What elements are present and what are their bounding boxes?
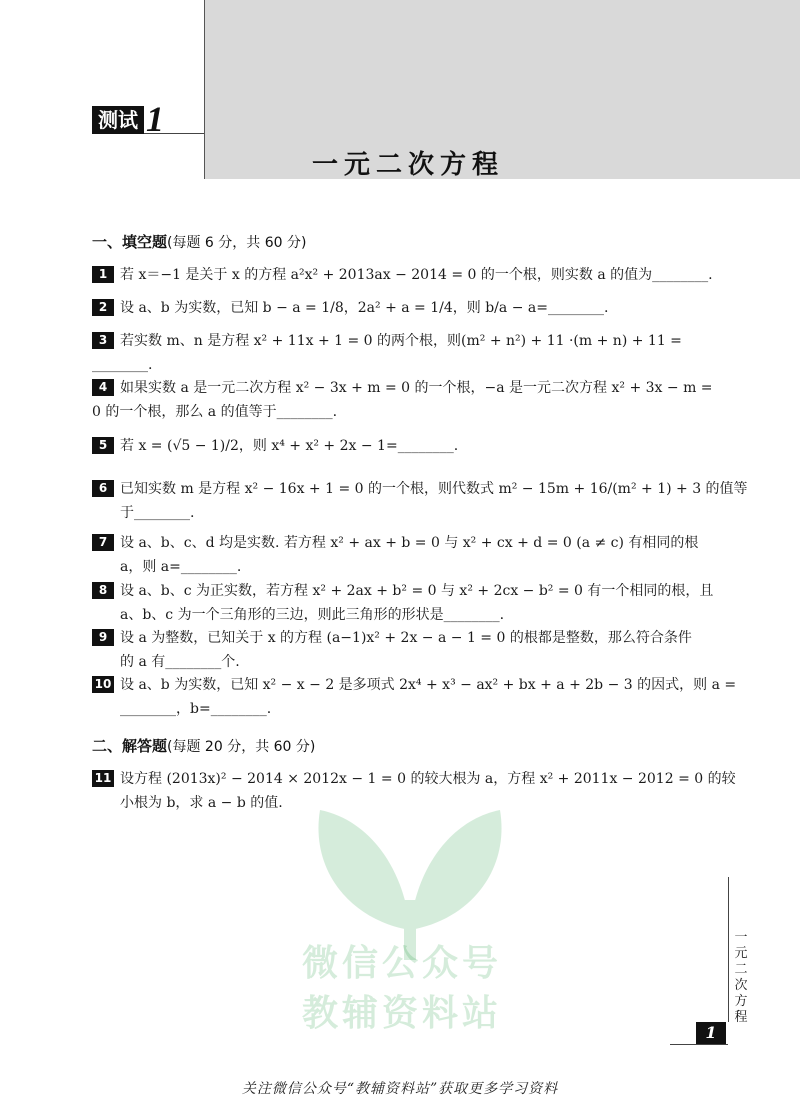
question-text-cont: 0 的一个根，那么 a 的值等于________. xyxy=(92,404,338,420)
question-number: 1 xyxy=(92,266,114,283)
question-text: 如果实数 a 是一元二次方程 x² − 3x + m = 0 的一个根，−a 是一元二次方程 x² + 3x − m = xyxy=(120,380,713,396)
question-text: 设 a、b、c 为正实数，若方程 x² + 2ax + b² = 0 与 x² + 2cx − b² = 0 有一个相同的根，且 xyxy=(120,583,714,599)
test-word: 测试 xyxy=(92,106,144,134)
question-text-cont: 于________. xyxy=(120,505,195,521)
question-number: 7 xyxy=(92,534,114,551)
chapter-title: 一元二次方程 xyxy=(312,150,505,180)
question-text-cont: ________，b=________. xyxy=(120,701,272,717)
section-answer-title xyxy=(92,735,315,756)
question-text: 设 a、b 为实数，已知 x² − x − 2 是多项式 2x⁴ + x³ − ax² + bx + a + 2b − 3 的因式，则 a = xyxy=(120,677,737,693)
question-text-cont: ________. xyxy=(92,357,153,373)
question-text: 已知实数 m 是方程 x² − 16x + 1 = 0 的一个根，则代数式 m² − 15m + 16/(m² + 1) + 3 的值等 xyxy=(120,481,748,497)
question-number: 5 xyxy=(92,437,114,454)
watermark-line1: 微信公众号 xyxy=(302,943,503,984)
question-7 xyxy=(92,531,710,579)
section2-title: 二、解答题 xyxy=(92,737,168,755)
section2-note: (每题 20 分，共 60 分) xyxy=(167,739,316,755)
test-label xyxy=(92,99,164,139)
question-number: 4 xyxy=(92,379,114,396)
question-text-cont: a，则 a=________. xyxy=(120,559,242,575)
test-number: 1 xyxy=(146,99,164,139)
question-text: 设 a 为整数，已知关于 x 的方程 (a−1)x² + 2x − a − 1 = 0 的根都是整数，那么符合条件 xyxy=(120,630,692,646)
question-number: 3 xyxy=(92,332,114,349)
question-number: 11 xyxy=(92,770,114,787)
question-text-cont: a、b、c 为一个三角形的三边，则此三角形的形状是________. xyxy=(120,607,505,623)
section1-note: (每题 6 分，共 60 分) xyxy=(167,235,307,251)
question-number: 8 xyxy=(92,582,114,599)
question-number: 6 xyxy=(92,480,114,497)
page-number: 1 xyxy=(696,1022,726,1044)
question-text: 若 x＝−1 是关于 x 的方程 a²x² + 2013ax − 2014 = 0 的一个根，则实数 a 的值为________. xyxy=(120,267,713,283)
side-tab-text: 一元二次方程 xyxy=(734,930,748,1025)
question-1 xyxy=(92,263,713,287)
question-4 xyxy=(92,376,713,424)
question-2 xyxy=(92,296,710,320)
question-9 xyxy=(92,626,710,674)
footer-note: 关注微信公众号“教辅资料站”获取更多学习资料 xyxy=(241,1081,559,1097)
question-text: 设 a、b、c、d 均是实数. 若方程 x² + ax + b = 0 与 x² + cx + d = 0 (a ≠ c) 有相同的根 xyxy=(120,535,699,551)
page-rule xyxy=(670,1044,728,1045)
question-3 xyxy=(92,329,710,377)
question-number: 2 xyxy=(92,299,114,316)
question-text-cont: 小根为 b，求 a − b 的值. xyxy=(120,795,283,811)
question-8 xyxy=(92,579,714,627)
question-text: 设 a、b 为实数，已知 b − a = 1/8，2a² + a = 1/4，则 b/a − a=________. xyxy=(120,300,609,316)
question-5 xyxy=(92,434,710,458)
question-text-cont: 的 a 有________个. xyxy=(120,654,240,670)
section1-title: 一、填空题 xyxy=(92,233,168,251)
question-6 xyxy=(92,477,748,525)
question-number: 9 xyxy=(92,629,114,646)
question-number: 10 xyxy=(92,676,114,693)
section-fill-blank-title xyxy=(92,231,306,252)
question-text: 若 x = (√5 − 1)/2，则 x⁴ + x² + 2x − 1=________. xyxy=(120,438,459,454)
question-text: 设方程 (2013x)² − 2014 × 2012x − 1 = 0 的较大根为 a，方程 x² + 2011x − 2012 = 0 的较 xyxy=(120,771,736,787)
question-10 xyxy=(92,673,737,721)
watermark-line2: 教辅资料站 xyxy=(302,993,503,1034)
question-text: 若实数 m、n 是方程 x² + 11x + 1 = 0 的两个根，则(m² + n²) + 11 ·(m + n) + 11 = xyxy=(120,333,682,349)
